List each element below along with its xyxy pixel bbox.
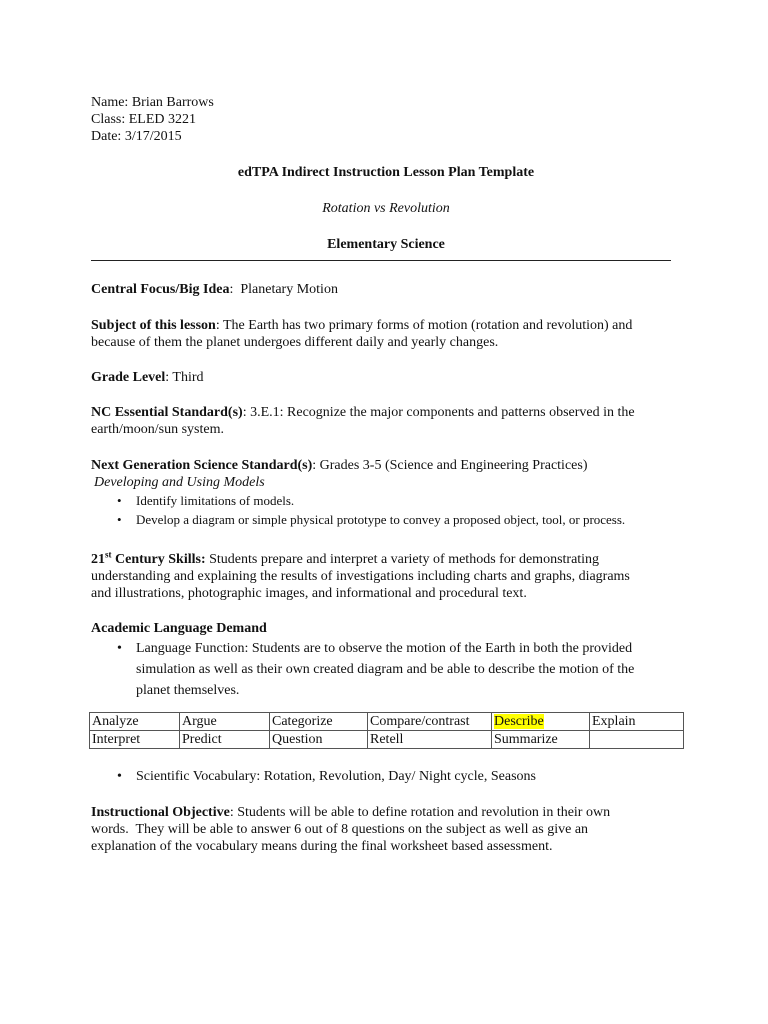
objective-label: Instructional Objective <box>91 805 230 820</box>
highlighted-word: Describe <box>494 714 544 729</box>
grade-level <box>91 369 681 386</box>
table-row <box>90 713 684 731</box>
header-block <box>91 94 681 145</box>
divider <box>91 260 671 261</box>
list-item: • Scientific Vocabulary: Rotation, Revolution, Day/ Night cycle, Seasons <box>136 768 681 785</box>
table-cell: Categorize <box>270 713 368 731</box>
table-cell: Retell <box>368 731 492 749</box>
central-focus <box>91 281 681 298</box>
table-cell: Interpret <box>90 731 180 749</box>
table-cell: Predict <box>180 731 270 749</box>
grade-level-text: : Third <box>165 370 204 385</box>
century-skills <box>91 551 681 602</box>
century-skills-sup: st <box>105 549 112 560</box>
table-cell: Explain <box>590 713 684 731</box>
table-cell: Compare/contrast <box>368 713 492 731</box>
student-name: Name: Brian Barrows <box>91 95 214 110</box>
subject-lesson <box>91 317 681 351</box>
list-item: • Develop a diagram or simple physical prototype to convey a proposed object, tool, or process. <box>136 510 681 530</box>
language-function-line3: planet themselves. <box>136 683 240 698</box>
objective-line3: explanation of the vocabulary means during the final worksheet based assessment. <box>91 839 553 854</box>
nc-standard-label: NC Essential Standard(s) <box>91 405 243 420</box>
objective-line1: : Students will be able to define rotation and revolution in their own <box>229 805 611 820</box>
table-cell: Analyze <box>90 713 180 731</box>
subject-area: Elementary Science <box>327 237 445 252</box>
central-focus-label: Central Focus/Big Idea <box>91 282 230 297</box>
language-function-line1: • Language Function: Students are to observe the motion of the Earth in both the provided <box>136 641 633 656</box>
ngss-sub: Developing and Using Models <box>94 475 265 490</box>
list-item: • Identify limitations of models. <box>136 492 681 510</box>
nc-standard-line2: earth/moon/sun system. <box>91 422 224 437</box>
table-cell: Summarize <box>492 731 590 749</box>
academic-language <box>91 620 681 785</box>
subject-lesson-label: Subject of this lesson <box>91 318 216 333</box>
subject-lesson-line1: : The Earth has two primary forms of motion (rotation and revolution) and <box>215 318 633 333</box>
table-cell <box>590 731 684 749</box>
table-cell: Argue <box>180 713 270 731</box>
table-cell-highlighted <box>492 713 590 731</box>
document-subtitle: Rotation vs Revolution <box>322 201 450 216</box>
vocabulary-list <box>91 768 681 785</box>
table-row <box>90 731 684 749</box>
nc-standard-line1: : 3.E.1: Recognize the major components and patterns observed in the <box>242 405 635 420</box>
century-skills-line1: Students prepare and interpret a variety of methods for demonstrating <box>205 552 600 567</box>
central-focus-sep: : <box>229 282 241 297</box>
century-skills-line3: and illustrations, photographic images, and informational and procedural text. <box>91 586 527 601</box>
language-function-list <box>91 638 681 701</box>
ngss-label: Next Generation Science Standard(s) <box>91 458 313 473</box>
date: Date: 3/17/2015 <box>91 129 182 144</box>
century-skills-label: Century Skills: <box>111 552 206 567</box>
ngss-text: : Grades 3-5 (Science and Engineering Practices) <box>312 458 588 473</box>
list-item <box>136 638 681 701</box>
document-title: edTPA Indirect Instruction Lesson Plan Template <box>237 165 535 180</box>
class-name: Class: ELED 3221 <box>91 112 196 127</box>
instructional-objective <box>91 804 681 855</box>
grade-level-label: Grade Level <box>91 370 166 385</box>
nc-standard <box>91 404 681 438</box>
language-demand-table <box>89 712 684 749</box>
subject-lesson-line2: because of them the planet undergoes different daily and yearly changes. <box>91 335 499 350</box>
table-cell: Question <box>270 731 368 749</box>
century-skills-num: 21 <box>91 552 105 567</box>
ngss-section <box>91 457 681 530</box>
objective-line2: words. They will be able to answer 6 out of 8 questions on the subject as well as give an <box>91 822 589 837</box>
ngss-bullet-list <box>91 492 681 530</box>
century-skills-line2: understanding and explaining the results of investigations including charts and graphs, diagrams <box>91 569 630 584</box>
academic-language-heading: Academic Language Demand <box>91 621 267 636</box>
central-focus-text: Planetary Motion <box>240 282 338 297</box>
language-function-line2: simulation as well as their own created diagram and be able to describe the motion of the <box>136 662 635 677</box>
document-page <box>91 94 681 855</box>
